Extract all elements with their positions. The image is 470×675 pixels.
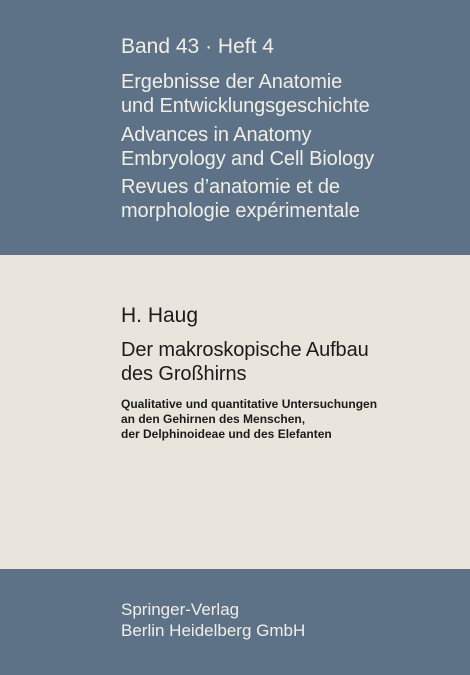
- book-subtitle-line-1: Qualitative und quantitative Untersuchungen: [121, 397, 378, 411]
- series-title-fr-line-2: morphologie expérimentale: [121, 200, 360, 222]
- author-name: H. Haug: [121, 304, 199, 327]
- book-title-line-1: Der makroskopische Aufbau: [121, 339, 369, 361]
- series-title-en-line-2: Embryology and Cell Biology: [121, 148, 374, 170]
- series-band: [0, 0, 470, 255]
- publisher-band: [0, 569, 470, 675]
- series-title-de-line-2: und Entwicklungsgeschichte: [121, 95, 370, 117]
- series-title-en-line-1: Advances in Anatomy: [121, 124, 312, 146]
- publisher-name: Springer-Verlag: [121, 600, 240, 619]
- book-title-line-2: des Großhirns: [121, 363, 247, 385]
- book-subtitle-line-2: an den Gehirnen des Menschen,: [121, 412, 306, 426]
- book-subtitle-line-3: der Delphinoideae und des Elefanten: [121, 427, 332, 441]
- series-title-de-line-1: Ergebnisse der Anatomie: [121, 71, 343, 93]
- series-title-fr-line-1: Revues d’anatomie et de: [121, 176, 340, 198]
- publisher-location: Berlin Heidelberg GmbH: [121, 621, 306, 640]
- volume-number: Band 43 · Heft 4: [121, 35, 274, 58]
